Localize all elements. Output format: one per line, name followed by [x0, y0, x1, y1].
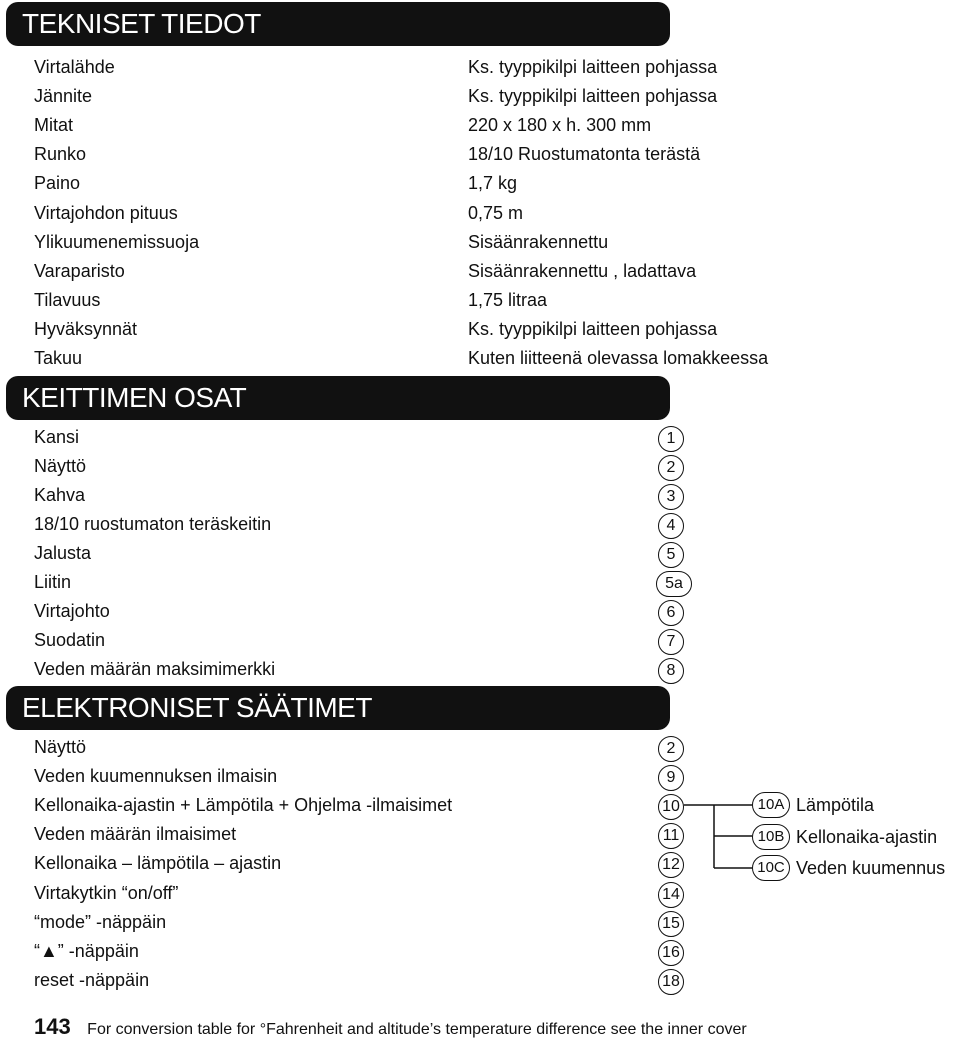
part-label: 18/10 ruostumaton teräskeitin — [34, 514, 272, 534]
control-number-badge: 16 — [658, 940, 684, 966]
part-label: Virtajohto — [34, 601, 110, 621]
part-number-badge: 1 — [658, 426, 684, 452]
spec-value: 1,75 litraa — [468, 289, 548, 310]
spec-value: Kuten liitteenä olevassa lomakkeessa — [468, 348, 769, 368]
sub-item-badge: 10A — [752, 792, 790, 818]
part-label: Näyttö — [34, 456, 87, 476]
part-number-badge: 5 — [658, 542, 684, 568]
control-label: “mode” -näppäin — [34, 911, 167, 932]
part-label: Liitin — [34, 572, 72, 592]
spec-label: Tilavuus — [34, 289, 101, 310]
spec-label: Virtajohdon pituus — [34, 202, 178, 223]
spec-label: Ylikuumenemissuoja — [34, 231, 200, 252]
spec-label: Runko — [34, 144, 87, 165]
footer-note: For conversion table for °Fahrenheit and altitude’s temperature difference see the inner cover — [87, 1021, 747, 1038]
footer — [34, 1014, 747, 1044]
part-number-badge: 2 — [658, 455, 684, 481]
spec-value: Ks. tyyppikilpi laitteen pohjassa — [468, 86, 718, 107]
spec-value: 220 x 180 x h. 300 mm — [468, 115, 652, 136]
spec-label: Mitat — [34, 115, 74, 136]
part-number-badge: 4 — [658, 513, 684, 539]
control-number-badge: 9 — [658, 765, 684, 791]
sub-item-label: Veden kuumennus — [796, 858, 946, 878]
page-number: 143 — [34, 1014, 71, 1039]
part-label: Kansi — [34, 427, 80, 447]
part-label: Veden määrän maksimimerkki — [34, 659, 276, 679]
spec-value: Sisäänrakennettu — [468, 231, 609, 252]
part-label: Kahva — [34, 485, 86, 505]
control-number-badge: 18 — [658, 969, 684, 995]
control-number-badge: 2 — [658, 736, 684, 762]
spec-label: Paino — [34, 173, 81, 194]
sub-item-label: Kellonaika-ajastin — [796, 826, 938, 847]
control-label: Veden määrän ilmaisimet — [34, 824, 237, 845]
control-number-badge: 14 — [658, 882, 684, 908]
part-number-badge: 6 — [658, 600, 684, 626]
section-title-controls: ELEKTRONISET SÄÄTIMET — [6, 686, 670, 730]
part-number-badge: 7 — [658, 629, 684, 655]
part-number-badge: 8 — [658, 658, 684, 684]
spec-value: 1,7 kg — [468, 173, 518, 194]
spec-value: 0,75 m — [468, 202, 524, 223]
sub-item-label: Lämpötila — [796, 795, 875, 815]
control-label: reset -näppäin — [34, 969, 150, 990]
spec-label: Varaparisto — [34, 260, 125, 281]
control-number-badge: 12 — [658, 852, 684, 878]
control-label: Virtakytkin “on/off” — [34, 882, 179, 903]
sub-item-badge: 10B — [752, 824, 790, 850]
spec-label: Takuu — [34, 348, 83, 368]
spec-value: Ks. tyyppikilpi laitteen pohjassa — [468, 57, 718, 77]
section-title-specs: TEKNISET TIEDOT — [6, 2, 670, 46]
sub-item-badge: 10C — [752, 855, 790, 881]
part-label: Suodatin — [34, 630, 106, 650]
spec-label: Virtalähde — [34, 57, 115, 77]
spec-value: 18/10 Ruostumatonta terästä — [468, 144, 701, 165]
control-label: Veden kuumennuksen ilmaisin — [34, 766, 278, 787]
part-number-badge: 5a — [656, 571, 692, 597]
control-label: Kellonaika-ajastin + Lämpötila + Ohjelma -ilmaisimet — [34, 795, 453, 816]
control-label: Näyttö — [34, 737, 87, 757]
part-number-badge: 3 — [658, 484, 684, 510]
control-number-badge: 11 — [658, 823, 684, 849]
control-number-badge: 15 — [658, 911, 684, 937]
section-title-parts: KEITTIMEN OSAT — [6, 376, 670, 420]
spec-value: Ks. tyyppikilpi laitteen pohjassa — [468, 318, 718, 339]
spec-label: Jännite — [34, 86, 93, 107]
control-number-badge: 10 — [658, 794, 684, 820]
control-label: “▲” -näppäin — [34, 940, 139, 961]
control-label: Kellonaika – lämpötila – ajastin — [34, 853, 282, 874]
spec-value: Sisäänrakennettu , ladattava — [468, 260, 697, 281]
part-label: Jalusta — [34, 543, 92, 563]
spec-label: Hyväksynnät — [34, 318, 138, 339]
